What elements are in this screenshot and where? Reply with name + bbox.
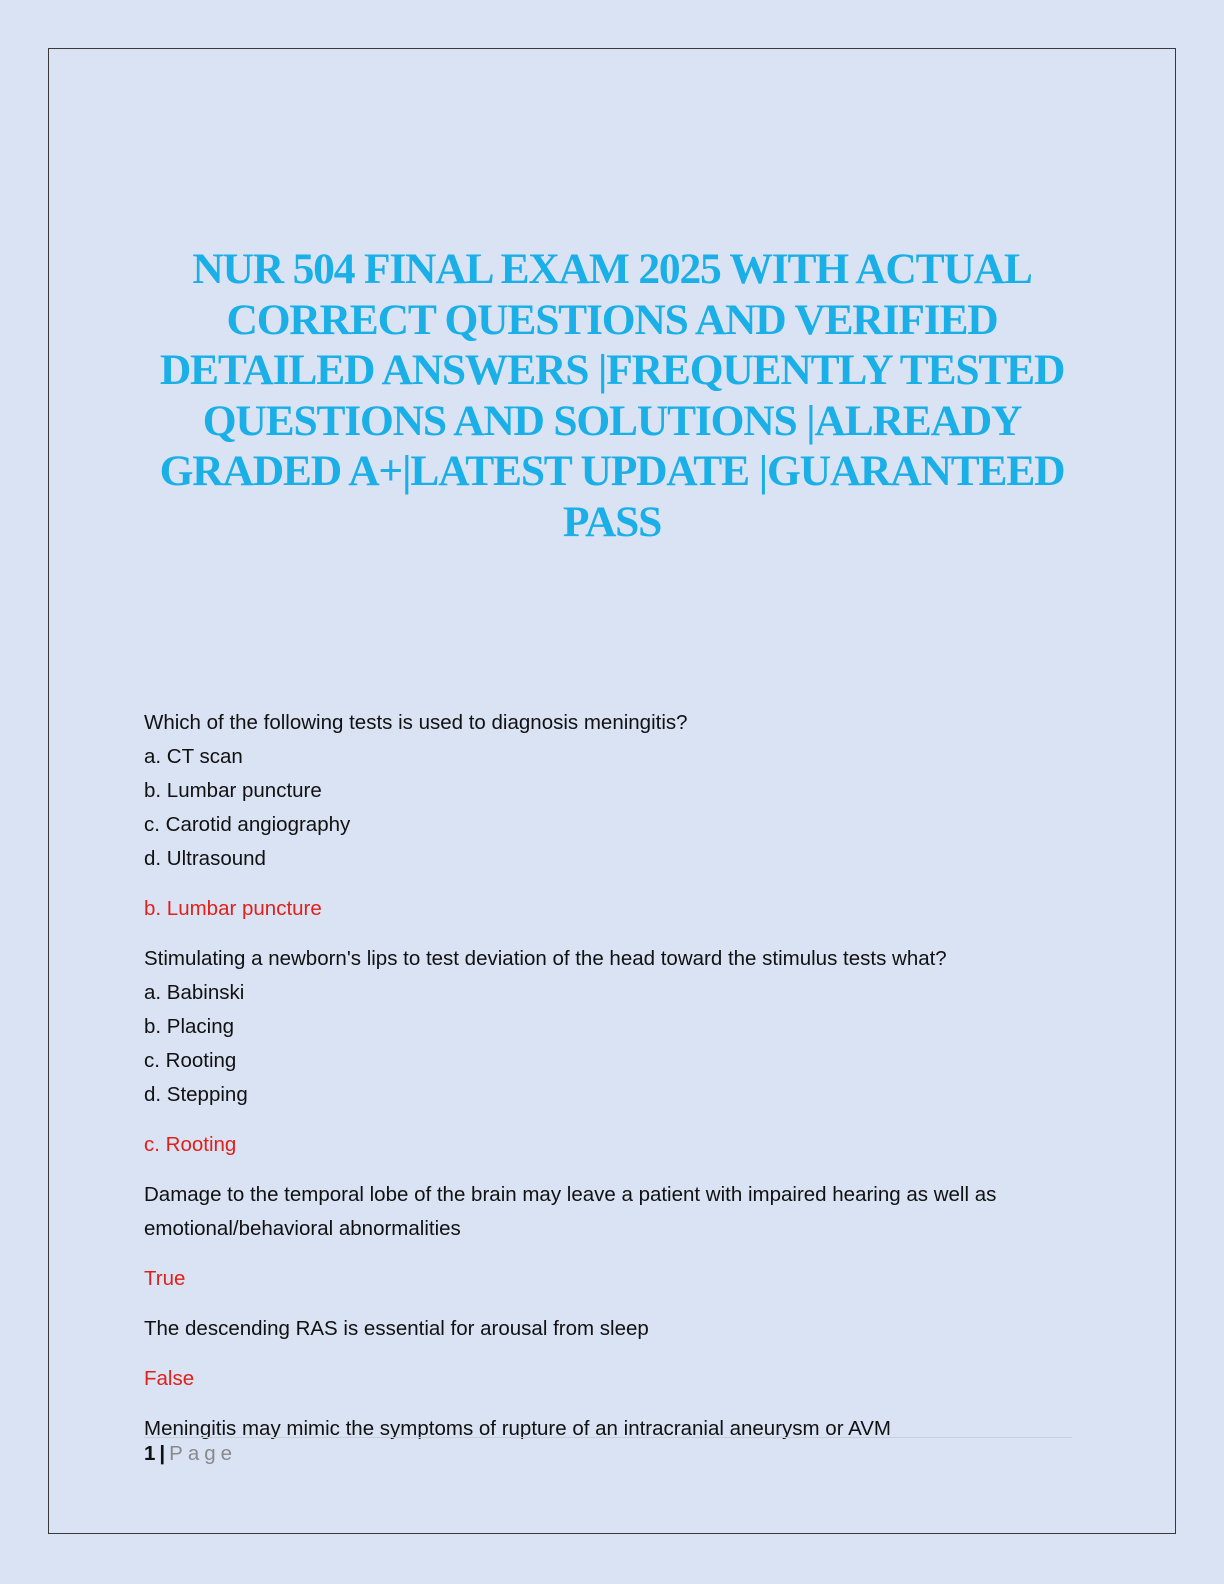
answer-option: c. Carotid angiography xyxy=(144,813,351,836)
page-separator: | xyxy=(159,1442,166,1465)
title-line: QUESTIONS AND SOLUTIONS |ALREADY xyxy=(202,396,1022,445)
page-number: 1 xyxy=(144,1442,156,1465)
answer-option: c. Rooting xyxy=(144,1049,237,1072)
answer-option: b. Placing xyxy=(144,1015,235,1038)
title-line: CORRECT QUESTIONS AND VERIFIED xyxy=(226,295,998,344)
qa-item xyxy=(144,942,1084,1162)
correct-answer: False xyxy=(144,1367,195,1390)
correct-answer: b. Lumbar puncture xyxy=(144,897,322,920)
qa-item xyxy=(144,1412,1084,1446)
qa-item xyxy=(144,1312,1084,1396)
question-text: Damage to the temporal lobe of the brain may leave a patient with impaired hearing as well as emotional/behavioral abnormalities xyxy=(144,1183,997,1240)
page-label: Page xyxy=(169,1442,238,1465)
answer-option: d. Ultrasound xyxy=(144,847,266,870)
document-title xyxy=(130,244,1094,547)
qa-item xyxy=(144,706,1084,926)
footer-divider xyxy=(144,1437,1072,1438)
qa-item xyxy=(144,1178,1084,1296)
question-text: Stimulating a newborn's lips to test deviation of the head toward the stimulus tests what? xyxy=(144,947,947,970)
correct-answer: c. Rooting xyxy=(144,1133,237,1156)
title-line: DETAILED ANSWERS |FREQUENTLY TESTED xyxy=(159,346,1065,394)
answer-option: a. CT scan xyxy=(144,745,243,768)
qa-content xyxy=(144,706,1084,1446)
answer-option: d. Stepping xyxy=(144,1083,248,1106)
page-footer xyxy=(144,1441,237,1467)
question-text: Which of the following tests is used to diagnosis meningitis? xyxy=(144,711,688,734)
answer-option: b. Lumbar puncture xyxy=(144,779,322,802)
question-text: Meningitis may mimic the symptoms of rupture of an intracranial aneurysm or AVM xyxy=(144,1417,891,1440)
title-line: NUR 504 FINAL EXAM 2025 WITH ACTUAL xyxy=(192,245,1032,293)
title-line: PASS xyxy=(562,497,662,546)
question-text: The descending RAS is essential for arousal from sleep xyxy=(144,1317,649,1340)
correct-answer: True xyxy=(144,1267,186,1290)
title-line: GRADED A+|LATEST UPDATE |GUARANTEED xyxy=(159,447,1065,495)
answer-option: a. Babinski xyxy=(144,981,245,1004)
